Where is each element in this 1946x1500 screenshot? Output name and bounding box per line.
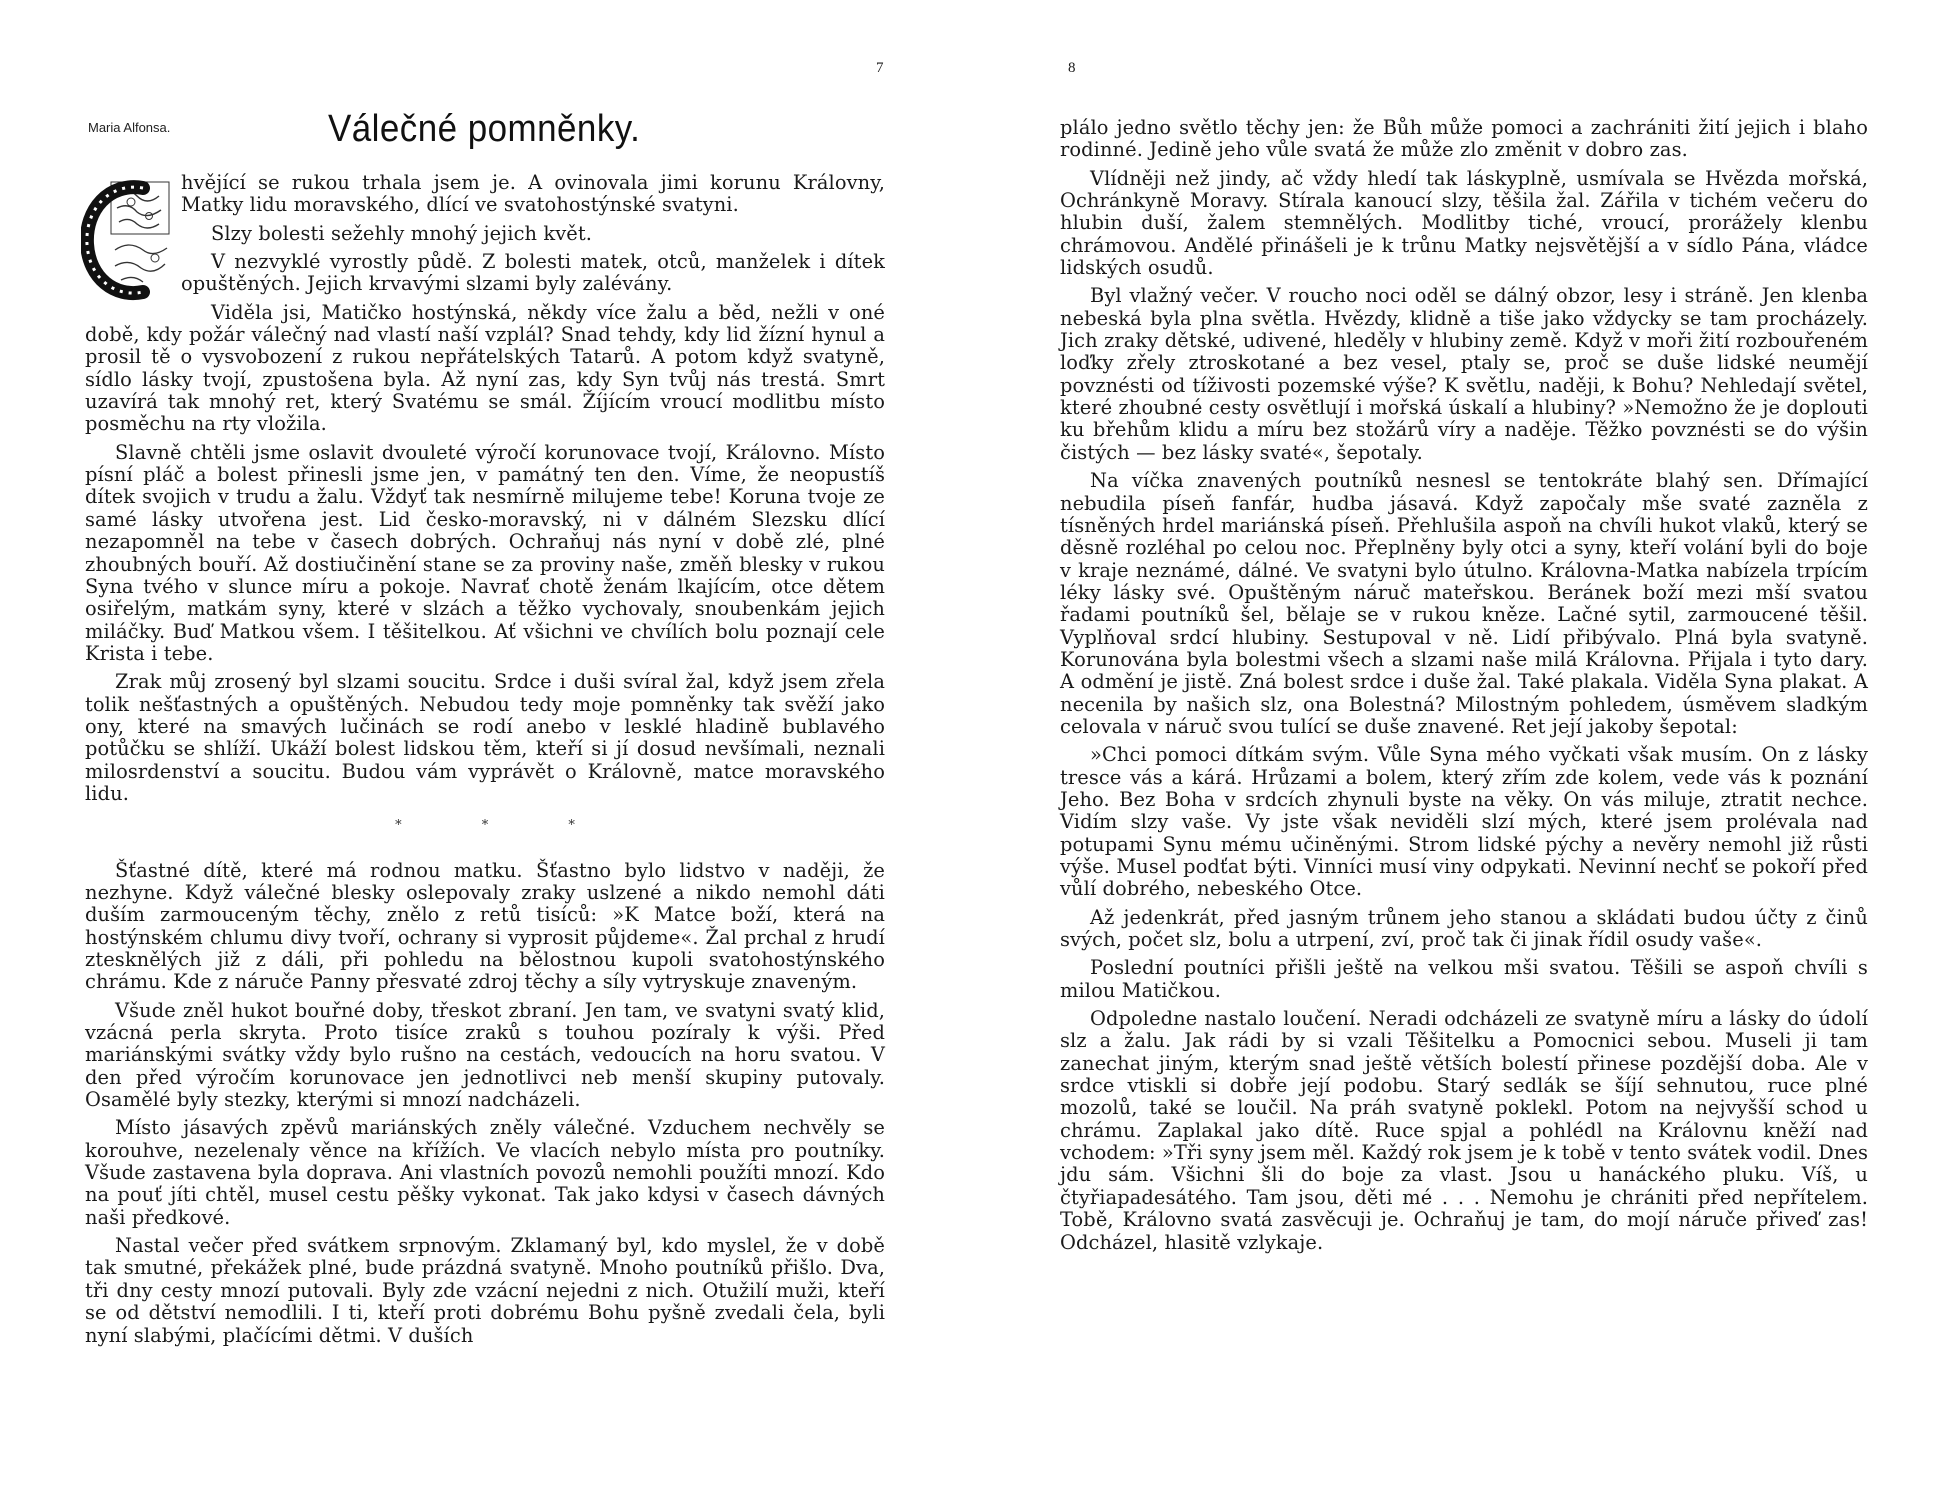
paragraph: Zrak můj zrosený byl slzami soucitu. Srdce i duši svíral žal, když jsem zřela tolik nešťastných a opuštěných. Nebudou tedy moje pomněnky tak svěží jako ony, které na smavých lučinách se rodí anebo v lesklé hladině bublavého potůčku se shlíží. Ukáží bolest lidskou těm, kteří si jí dosud nevšímali, neznali milosrdenství a soucitu. Budou vám vyprávět o Královně, matce moravského lidu. (85, 670, 885, 805)
paragraph: V nezvyklé vyrostly půdě. Z bolesti matek, otců, manželek i dítek opuštěných. Jejich krvavými slzami byly zalévány. (181, 250, 885, 296)
paragraph: Vlídněji než jindy, ač vždy hledí tak láskyplně, usmívala se Hvězda mořská, Ochránkyně Moravy. Stírala kanoucí slzy, těšila žal. Zářila v tichém večeru do hlubin duší, žalem stemnělých. Modlitby tiché, vroucí, prorážely klenbu chrámovou. Andělé přinášeli je k trůnu Matky nejsvětější a v sídlo Pána, vládce lidských osudů. (1060, 166, 1868, 280)
paragraph: »Chci pomoci dítkám svým. Vůle Syna mého vyčkati však musím. On z lásky tresce vás a kárá. Hrůzami a bolem, který zřím zde kolem, vede vás k poznání Jeho. Bez Boha v srdcích zhynuli byste na věky. On vás miluje, ztratit nechce. Vidím slzy vaše. Vy jste však neviděli slzí mých, které jsem prolévala nad potupami Synu mému učiněnými. Strom lidské pýchy a nevěry nemohl již růsti výše. Musel podťat býti. Vinníci musí viny odpykati. Nevinní nechť se pokoří před vůlí dobrého, nebeského Otce. (1060, 743, 1868, 901)
paragraph: Viděla jsi, Matičko hostýnská, někdy více žalu a běd, nežli v oné době, kdy požár válečný nad vlastí naší vzplál? Snad tehdy, kdy lid žízní hynul a prosil tě o vysvobození z rukou nepřátelských Tatarů. A potom když svatyně, sídlo lásky tvojí, zpustošena byla. Až nyní zas, kdy Syn tvůj nás trestá. Smrt uzavírá tak mnohý ret, který Svatému se smál. Žíjícím vroucí modlitbu místo posměchu na rty vložila. (85, 300, 885, 436)
paragraph: hvějící se rukou trhala jsem je. A ovinovala jimi korunu Královny, Matky lidu moravského, dlící ve svatohostýnské svatyni. (181, 171, 885, 217)
paragraph: Odpoledne nastalo loučení. Neradi odcházeli ze svatyně míru a lásky do údolí slz a žalu. Jak rádi by si vzali Těšitelku a Pomocnici sebou. Museli ji tam zanechat jiným, kterým snad ještě větších bolestí přinese pozdější doba. Ale v srdce vtiskli si dobře její podobu. Starý sedlák se šíjí sehnutou, ruce plné mozolů, také se loučil. Na práh svatyně poklekl. Potom na nejvyšší schod u chrámu. Zaplakal jako dítě. Ruce spjal a pohlédl na Královnu kněží nad vchodem: »Tři syny jsem měl. Každý rok jsem je k tobě v tento svátek vodil. Dnes jdu sám. Všichni šli do boje za vlast. Jsou u hanáckého pluku. Víš, u čtyřiapadesátého. Tam jsou, děti mé . . . Nemohu je chrániti před nepřítelem. Tobě, Královno svatá zasvěcuji je. Ochraňuj je tam, do mojí náruče přiveď zas! Odcházel, hlasitě vzlykaje. (1060, 1007, 1868, 1254)
paragraph: Poslední poutníci přišli ještě na velkou mši svatou. Těšili se aspoň chvíli s milou Matičkou. (1060, 956, 1868, 1002)
paragraph: Nastal večer před svátkem srpnovým. Zklamaný byl, kdo myslel, že v době tak smutné, překážek plné, bude prázdná svatyně. Mnoho poutníků přišlo. Dva, tři dny cesty mnozí putovali. Byly zde vzácní nejedni z nich. Otužilí muži, kteří se od dětství nemodlili. I ti, kteří proti dobrému Bohu pyšně zvedali čela, byli nyní slabými, plačícími dětmi. V duších (85, 1234, 885, 1347)
ornamental-dropcap-c (81, 174, 173, 304)
paragraph: Byl vlažný večer. V roucho noci oděl se dálný obzor, lesy i stráně. Jen klenba nebeská byla plna světla. Hvězdy, klidně a tiše jako vždycky se tam procházely. Jich zraky dětské, udivené, hleděly v hlubiny země. Když v moři žití rozbouřeném loďky zřely ztroskotané a bez vesel, ptaly se, proč se duše lidské neumějí povznésti od tíživosti pozemské výše? K světlu, naději, k Bohu? Nehledají světel, které zhoubné cesty osvětlují i mořská úskalí a hlubiny? »Nemožno že je doplouti ku břehům klidu a míru bez stožárů víry a naděje. Těžko povznésti se do výšin čistých — bez lásky svaté«, šepotaly. (1060, 284, 1868, 464)
paragraph: Slzy bolesti sežehly mnohý jejich květ. (211, 221, 593, 245)
page-number-left: 7 (876, 60, 884, 76)
paragraph: Až jedenkrát, před jasným trůnem jeho stanou a skládati budou účty z činů svých, počet slz, bolu a utrpení, zví, proč tak či jinak řídil osudy vaše«. (1060, 905, 1868, 952)
article-title: Válečné pomněnky. (328, 108, 641, 150)
right-page (973, 0, 1946, 1500)
dropcap-c-ornament-icon (81, 174, 173, 304)
paragraph: Na víčka znavených poutníků nesnesl se tentokráte blahý sen. Dřímající nebudila píseň fanfár, hudba jásavá. Když započaly mše svaté zazněla z tísněných hrdel mariánská píseň. Přehlušila aspoň na chvíli hukot vlaků, který se děsně rozléhal po celou noc. Přeplněny byly otci a syny, kteří volání byli do boje v kraje neznámé, dálné. Ve svatyni bylo útulno. Královna-Matka nabízela trpícím léky lásky své. Opuštěným náruč mateřskou. Beránek boží mezi mší svatou řadami poutníků šel, bělaje se v rukou kněze. Lačné sytil, zarmoucené těšil. Vyplňoval srdcí hlubiny. Sestupoval v ně. Lidí přibývalo. Plná byla svatyně. Korunována byla bolestmi všech a slzami naše milá Královna. Přijala i tyto dary. A odmění je jistě. Zná bolest srdce i duše žal. Také plakala. Viděla Syna plakat. A necenila by našich slz, ona Bolestná? Milostným pohledem, úsměvem sladkým celovala v náruč svou tulící se duše znavené. Ret její jakoby šepotal: (1060, 469, 1868, 738)
author-name: Maria Alfonsa. (88, 120, 171, 135)
paragraph: Šťastné dítě, které má rodnou matku. Šťastno bylo lidstvo v naději, že nezhyne. Když válečné blesky oslepovaly zraky uslzené a nikdo nemohl dáti duším zarmouceným těchy, znělo z retů tisíců: »K Matce boží, která na hostýnském chlumu divy tvoří, ochrany si vyprosit půjdeme«. Žal prchal z hrudí ztesknělých již z dáli, při pohledu na bělostnou kupoli svatohostýnského chrámu. Kde z náruče Panny přesvaté zdroj těchy a síly vytryskuje znaveným. (85, 858, 885, 994)
left-text-column (85, 172, 885, 1353)
paragraph: Všude zněl hukot bouřné doby, třeskot zbraní. Jen tam, ve svatyni svatý klid, vzácná perla skryta. Proto tisíce zraků s touhou pozíraly k výši. Před mariánskými svátky vždy bylo rušno na cestách, vedoucích na horu svatou. V den před výročím korunovace jen jednotlivci neb menší skupiny putovaly. Osamělé byly stezky, kterými si mnozí nadcházeli. (85, 998, 885, 1112)
paragraph: Místo jásavých zpěvů mariánských zněly válečné. Vzduchem nechvěly se korouhve, nezelenaly věnce na křížích. Ve vlacích nebylo místa pro poutníky. Všude zastavena byla doprava. Ani vlastních povozů nemohli použíti mnozí. Kdo na pouť jíti chtěl, musel cestu pěšky vykonat. Tak jako kdysi v časech dávných naši předkové. (85, 1116, 885, 1229)
page-number-right: 8 (1068, 60, 1076, 76)
right-text-column (1060, 117, 1868, 1260)
section-divider: * * * (395, 818, 613, 834)
paragraph: plálo jedno světlo těchy jen: že Bůh může pomoci a zachrániti žití jejich i blaho rodinné. Jedině jeho vůle svatá že může zlo změnit v dobro zas. (1060, 116, 1868, 162)
paragraph: Slavně chtěli jsme oslavit dvouleté výročí korunovace tvojí, Královno. Místo písní pláč a bolest přinesli jsme jen, v památný ten den. Víme, že neopustíš dítek svojich v trudu a žalu. Vždyť tak nesmírně milujeme tebe! Koruna tvoje ze samé lásky utvořena jest. Lid česko-moravský, ni v dálném Slezsku dlící nezapomněl na tebe v časech dobrých. Ochraňuj nás nyní v době zlé, plné zhoubných bouří. Až dostiučinění stane se za proviny naše, změň blesky v rukou Syna tvého v slunce míru a pokoje. Navrať chotě ženám lkajícím, otce dětem osiřelým, matkám syny, které v slzách a těžko vychovaly, snoubenkám jejich miláčky. Buď Matkou všem. I těšitelkou. Ať všichni ve chvílích bolu poznají cele Krista i tebe. (85, 440, 885, 665)
